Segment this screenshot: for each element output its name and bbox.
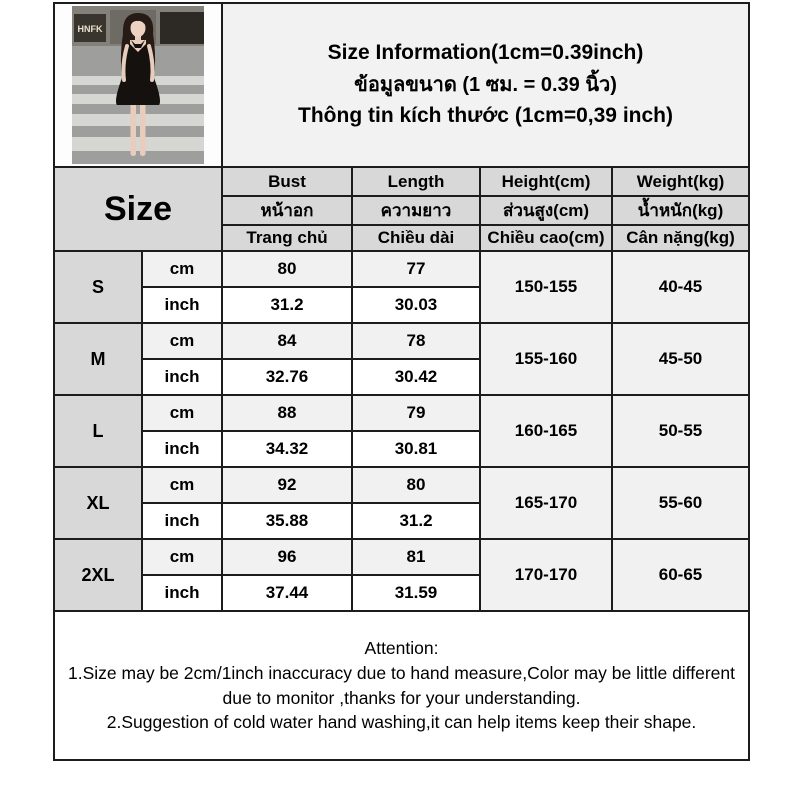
table-row-l-cm [54, 395, 749, 431]
col-header-length-th: ความยาว [352, 196, 480, 225]
length-inch-value: 30.42 [352, 359, 480, 395]
model-leg-right [140, 102, 146, 156]
unit-cm-cell: cm [142, 467, 222, 503]
size-table [53, 2, 750, 761]
attention-row [54, 611, 749, 760]
bust-cm-value: 88 [222, 395, 352, 431]
table-row-m-cm [54, 323, 749, 359]
length-cm-value: 81 [352, 539, 480, 575]
length-inch-value: 31.59 [352, 575, 480, 611]
col-header-weight-en: Weight(kg) [612, 167, 749, 196]
unit-inch-cell: inch [142, 431, 222, 467]
table-row-s-cm [54, 251, 749, 287]
length-cm-value: 77 [352, 251, 480, 287]
col-header-length-vi: Chiều dài [352, 225, 480, 251]
size-row-label: 2XL [54, 539, 142, 611]
bust-inch-value: 31.2 [222, 287, 352, 323]
col-header-bust-th: หน้าอก [222, 196, 352, 225]
weight-range-value: 40-45 [612, 251, 749, 323]
bust-cm-value: 96 [222, 539, 352, 575]
unit-cm-cell: cm [142, 395, 222, 431]
length-inch-value: 30.81 [352, 431, 480, 467]
col-header-weight-th: น้ำหนัก(kg) [612, 196, 749, 225]
size-header: Size [54, 167, 222, 251]
bust-cm-value: 80 [222, 251, 352, 287]
unit-cm-cell: cm [142, 251, 222, 287]
weight-range-value: 55-60 [612, 467, 749, 539]
bust-inch-value: 35.88 [222, 503, 352, 539]
product-photo-cell [54, 3, 222, 167]
size-row-label: M [54, 323, 142, 395]
length-inch-value: 30.03 [352, 287, 480, 323]
unit-inch-cell: inch [142, 503, 222, 539]
weight-range-value: 60-65 [612, 539, 749, 611]
title-english: Size Information(1cm=0.39inch) [327, 41, 644, 65]
model-leg-left [131, 102, 137, 156]
bust-inch-value: 37.44 [222, 575, 352, 611]
attention-item-2: 2.Suggestion of cold water hand washing,it can help items keep their shape. [106, 712, 697, 733]
media-row [54, 3, 749, 167]
attention-note [54, 611, 749, 760]
unit-inch-cell: inch [142, 287, 222, 323]
title-thai: ข้อมูลขนาด (1 ซม. = 0.39 นิ้ว) [354, 74, 617, 96]
bust-cm-value: 84 [222, 323, 352, 359]
unit-cm-cell: cm [142, 323, 222, 359]
unit-inch-cell: inch [142, 359, 222, 395]
col-header-height-en: Height(cm) [480, 167, 612, 196]
length-cm-value: 79 [352, 395, 480, 431]
storefront-right [160, 12, 204, 44]
bust-inch-value: 34.32 [222, 431, 352, 467]
header-row-english [54, 167, 749, 196]
attention-heading: Attention: [364, 637, 439, 658]
table-row-xl-cm [54, 467, 749, 503]
building-sign-text: HNFK [77, 24, 103, 34]
bust-cm-value: 92 [222, 467, 352, 503]
size-row-label: XL [54, 467, 142, 539]
weight-range-value: 50-55 [612, 395, 749, 467]
height-range-value: 160-165 [480, 395, 612, 467]
product-photo-illustration [72, 6, 204, 164]
col-header-height-vi: Chiều cao(cm) [480, 225, 612, 251]
height-range-value: 150-155 [480, 251, 612, 323]
table-row-2xl-cm [54, 539, 749, 575]
height-range-value: 170-170 [480, 539, 612, 611]
title-vietnamese: Thông tin kích thước (1cm=0,39 inch) [298, 104, 673, 127]
length-inch-value: 31.2 [352, 503, 480, 539]
unit-cm-cell: cm [142, 539, 222, 575]
weight-range-value: 45-50 [612, 323, 749, 395]
length-cm-value: 80 [352, 467, 480, 503]
title-cell [222, 3, 749, 167]
size-row-label: L [54, 395, 142, 467]
col-header-bust-en: Bust [222, 167, 352, 196]
bust-inch-value: 32.76 [222, 359, 352, 395]
length-cm-value: 78 [352, 323, 480, 359]
col-header-length-en: Length [352, 167, 480, 196]
product-photo [55, 4, 221, 166]
height-range-value: 165-170 [480, 467, 612, 539]
col-header-bust-vi: Trang chủ [222, 225, 352, 251]
size-row-label: S [54, 251, 142, 323]
unit-inch-cell: inch [142, 575, 222, 611]
height-range-value: 155-160 [480, 323, 612, 395]
col-header-weight-vi: Cân nặng(kg) [612, 225, 749, 251]
attention-item-1: 1.Size may be 2cm/1inch inaccuracy due to hand measure,Color may be little different due to monitor ,thanks for your understanding. [68, 662, 735, 708]
col-header-height-th: ส่วนสูง(cm) [480, 196, 612, 225]
